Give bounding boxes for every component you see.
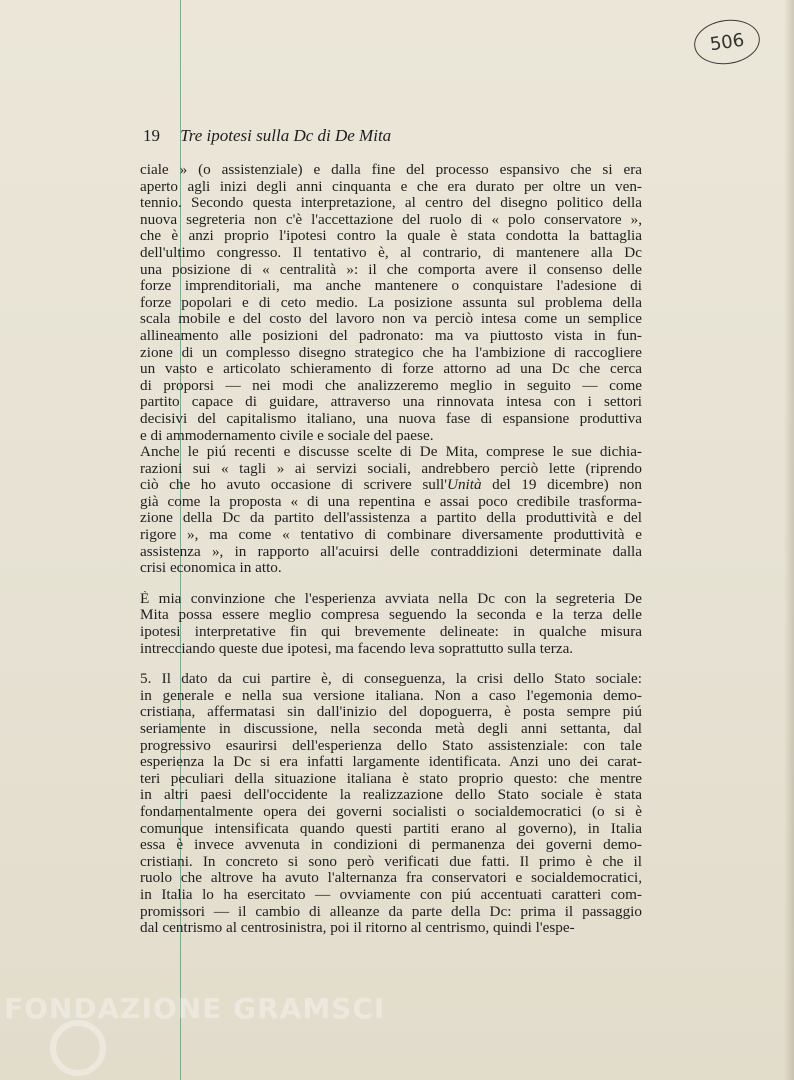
text-line: fondamentalmente opera dei governi socialisti o socialdemocratici (o si è bbox=[140, 803, 642, 820]
text-line: una posizione di « centralità »: il che comporta avere il consenso delle bbox=[140, 261, 642, 278]
text-line: Mita possa essere meglio compresa seguendo la seconda e la terza delle bbox=[140, 607, 642, 624]
paragraph bbox=[140, 591, 642, 657]
paragraph bbox=[140, 444, 642, 577]
text-line: decisivi del capitalismo italiano, una nuova fase di espansione produttiva bbox=[140, 410, 642, 427]
text-line: forze imprenditoriali, ma anche mantenere o conquistare l'adesione di bbox=[140, 278, 642, 295]
body-text bbox=[140, 162, 642, 937]
text-line: un vasto e articolato schieramento di forze attorno ad una Dc che cerca bbox=[140, 361, 642, 378]
text-line: dal centrismo al centrosinistra, poi il ritorno al centrismo, quindi l'espe- bbox=[140, 920, 575, 937]
text-line: razioni sui « tagli » ai servizi sociali, andrebbero perciò lette (riprendo bbox=[140, 460, 642, 477]
page-number-stamp bbox=[691, 16, 762, 69]
text-line: che è anzi proprio l'ipotesi contro la quale è stata condotta la battaglia bbox=[140, 228, 642, 245]
text-line: zione della Dc da partito dell'assistenza a partito della produttività e del bbox=[140, 510, 642, 527]
text-line: in altri paesi dell'occidente la realizzazione dello Stato sociale è stata bbox=[140, 787, 642, 804]
text-line: forze popolari e di ceto medio. La posizione assunta sul problema della bbox=[140, 294, 642, 311]
text-line: È mia convinzione che l'esperienza avviata nella Dc con la segreteria De bbox=[140, 590, 642, 607]
watermark-logo-icon bbox=[50, 1020, 106, 1076]
text-line: crisi economica in atto. bbox=[140, 560, 282, 577]
text-line: ipotesi interpretative fin qui brevemente delineate: in qualche misura bbox=[140, 624, 642, 641]
running-head bbox=[143, 126, 391, 146]
text-line: dell'ultimo congresso. Il tentativo è, al contrario, di mantenere alla Dc bbox=[140, 244, 642, 261]
paragraph bbox=[140, 671, 642, 937]
text-line: di proporsi — nei modi che analizzeremo meglio in seguito — come bbox=[140, 377, 642, 394]
text-line: già come la proposta « di una repentina e assai poco credibile trasforma- bbox=[140, 493, 642, 510]
page-number: 19 bbox=[143, 126, 160, 145]
text-line: cristiana, affermatasi sin dall'inizio del dopoguerra, è posta sempre piú bbox=[140, 704, 642, 721]
text-line: rigore », ma come « tentativo di combinare diversamente produttività e bbox=[140, 527, 642, 544]
text-line: Anche le piú recenti e discusse scelte di De Mita, comprese le sue dichia- bbox=[140, 444, 642, 461]
text-line: seriamente in discussione, nella seconda metà degli anni settanta, dal bbox=[140, 721, 642, 737]
text-line: tennio. Secondo questa interpretazione, al centro del disegno politico della bbox=[140, 195, 642, 212]
text-line: in generale e nella sua versione italiana. Non a caso l'egemonia demo- bbox=[140, 687, 642, 704]
text-line: essa è invece avvenuta in condizioni di permanenza dei governi demo- bbox=[140, 837, 642, 854]
text-line: partito capace di guidare, attraverso una rinnovata intesa con i settori bbox=[140, 394, 642, 411]
text-line: in Italia lo ha esercitato — ovviamente con piú accentuati caratteri com- bbox=[140, 886, 642, 903]
text-line: cristiani. In concreto si sono però verificati due fatti. Il primo è che il bbox=[140, 853, 642, 870]
text-line: ciale » (o assistenziale) e dalla fine del processo espansivo che si era bbox=[140, 162, 642, 178]
page-edge-shadow bbox=[784, 0, 794, 1080]
text-line: aperto agli inizi degli anni cinquanta e che era durato per oltre un ven- bbox=[140, 178, 642, 195]
text-line: progressivo esaurirsi dell'esperienza dello Stato assistenziale: con tale bbox=[140, 737, 642, 754]
text-line: promissori — il cambio di alleanze da parte della Dc: prima il passaggio bbox=[140, 903, 642, 920]
text-line: e di ammodernamento civile e sociale del paese. bbox=[140, 427, 434, 444]
paragraph bbox=[140, 162, 642, 444]
watermark: FONDAZIONE GRAMSCI bbox=[4, 992, 386, 1025]
text-line: ciò che ho avuto occasione di scrivere sull'Unità del 19 dicembre) non bbox=[140, 477, 642, 494]
text-line: allineamento alle posizioni del padronato: ma va piuttosto vista in fun- bbox=[140, 327, 642, 344]
paragraph-gap bbox=[140, 577, 642, 591]
text-line: 5. Il dato da cui partire è, di conseguenza, la crisi dello Stato sociale: bbox=[140, 671, 642, 688]
text-line: scala mobile e del costo del lavoro non va perciò intesa come un semplice bbox=[140, 311, 642, 328]
page-number-stamp-text: 506 bbox=[708, 29, 746, 55]
text-line: esperienza la Dc si era infatti largamente identificata. Anzi uno dei carat- bbox=[140, 754, 642, 771]
paragraph-gap bbox=[140, 657, 642, 671]
running-head-title: Tre ipotesi sulla Dc di De Mita bbox=[180, 126, 392, 145]
text-line: intrecciando queste due ipotesi, ma facendo leva soprattutto sulla terza. bbox=[140, 640, 574, 657]
text-line: zione di un complesso disegno strategico che ha l'ambizione di raccogliere bbox=[140, 344, 642, 361]
text-line: nuova segreteria non c'è l'accettazione del ruolo di « polo conservatore », bbox=[140, 211, 642, 228]
text-line: comunque intensificata quando questi partiti erano al governo), in Italia bbox=[140, 820, 642, 837]
text-line: assistenza », in rapporto all'acuirsi delle contraddizioni determinate dalla bbox=[140, 543, 642, 560]
text-line: ruolo che altrove ha avuto l'alternanza fra conservatori e socialdemocratici, bbox=[140, 870, 642, 887]
text-line: teri peculiari della situazione italiana è stato proprio questo: che mentre bbox=[140, 770, 642, 787]
